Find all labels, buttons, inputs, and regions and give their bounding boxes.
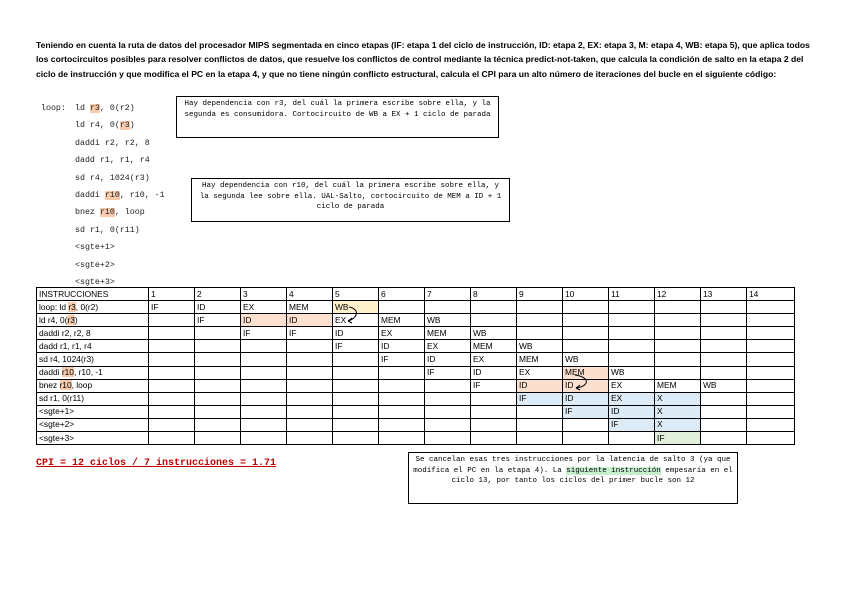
instruction-text: , r10, -1 [73, 367, 103, 378]
stage-cell: MEM [425, 327, 471, 340]
stage-cell [195, 353, 241, 366]
table-row [37, 392, 795, 405]
instruction-register-highlight: r3 [68, 301, 76, 312]
instruction-cell [37, 301, 149, 314]
code-text: , loop [114, 208, 145, 218]
stage-cell: IF [655, 432, 701, 445]
table-row [37, 432, 795, 445]
instruction-text: loop: ld [39, 301, 69, 312]
note3-highlight: siguiente instrucción [566, 466, 661, 475]
stage-cell [609, 301, 655, 314]
stage-cell [563, 301, 609, 314]
instruction-cell [37, 392, 149, 405]
stage-cell [747, 353, 795, 366]
code-line [41, 187, 165, 204]
stage-cell [701, 366, 747, 379]
stage-cell: EX [471, 353, 517, 366]
stage-cell: WB [701, 379, 747, 392]
stage-cell [149, 418, 195, 431]
stage-cell [241, 432, 287, 445]
code-text: daddi [75, 190, 105, 200]
table-row [37, 340, 795, 353]
stage-cell [701, 314, 747, 327]
stage-cell [379, 366, 425, 379]
stage-cell: EX [333, 314, 379, 327]
question-text: Teniendo en cuenta la ruta de datos del procesador MIPS segmentada en cinco etapas (IF: etapa 1 del ciclo de instrucción, ID: etapa 2, EX: etapa 3, M: etapa 4, WB: etapa 5), que aplica todos los cortocircuitos posibles para resolver conflictos de datos, que resuelve los conflictos de control mediante la técnica predict-not-taken, que calcula la condición de salto en la etapa 2 del ciclo de instrucción y que modifica el PC en la etapa 4, y que no tiene ningún conflicto estructural, calcula el CPI para un alto número de iteraciones del bucle en el siguiente código: [36, 40, 810, 79]
code-register-highlight: r3 [119, 121, 130, 131]
stage-cell [517, 314, 563, 327]
stage-cell [747, 379, 795, 392]
code-text: <sgte+2> [75, 260, 115, 270]
stage-cell: ID [241, 314, 287, 327]
stage-cell: MEM [563, 366, 609, 379]
stage-cell [701, 418, 747, 431]
stage-cell [149, 366, 195, 379]
stage-cell [287, 353, 333, 366]
note3-part1: Se cancelan esas tres instrucciones por la latencia de salto 3 (ya que modifica el PC en la etapa 4). La [413, 456, 731, 475]
instruction-register-highlight: r10 [61, 367, 74, 378]
stage-cell [563, 418, 609, 431]
table-row [37, 418, 795, 431]
stage-cell [241, 353, 287, 366]
stage-cell [471, 301, 517, 314]
stage-cell [747, 392, 795, 405]
instruction-text: , 0(r2) [75, 301, 99, 312]
code-line [41, 170, 165, 187]
stage-cell: ID [517, 379, 563, 392]
stage-cell [701, 340, 747, 353]
stage-cell [701, 405, 747, 418]
header-cycle: 7 [425, 288, 471, 301]
stage-cell [195, 432, 241, 445]
pipeline-table [36, 287, 795, 445]
instruction-cell [37, 432, 149, 445]
header-cycle: 14 [747, 288, 795, 301]
stage-cell: EX [425, 340, 471, 353]
stage-cell: IF [195, 314, 241, 327]
stage-cell [241, 392, 287, 405]
stage-cell [471, 405, 517, 418]
header-cycle: 2 [195, 288, 241, 301]
instruction-cell [37, 405, 149, 418]
code-listing [41, 100, 165, 291]
instruction-text: <sgte+3> [39, 432, 75, 443]
instruction-text: <sgte+1> [39, 406, 75, 417]
stage-cell: WB [425, 314, 471, 327]
header-cycle: 11 [609, 288, 655, 301]
stage-cell: ID [195, 301, 241, 314]
table-row [37, 379, 795, 392]
instruction-cell [37, 366, 149, 379]
stage-cell [425, 301, 471, 314]
code-register-highlight: r10 [99, 208, 115, 218]
stage-cell [379, 379, 425, 392]
stage-cell: ID [425, 353, 471, 366]
stage-cell [195, 366, 241, 379]
note-r10-dependency: Hay dependencia con r10, del cuál la primera escribe sobre ella, y la segunda lee sobre ella. UAL-Salto, cortocircuito de MEM a ID + 1 ciclo de parada [191, 178, 510, 222]
stage-cell [655, 353, 701, 366]
stage-cell [241, 379, 287, 392]
stage-cell: IF [333, 340, 379, 353]
stage-cell [609, 432, 655, 445]
stage-cell: ID [379, 340, 425, 353]
code-text: , r10, -1 [119, 190, 165, 200]
stage-cell [379, 432, 425, 445]
code-text: <sgte+1> [75, 243, 115, 253]
stage-cell [287, 432, 333, 445]
stage-cell [471, 432, 517, 445]
instruction-text: dadd r1, r1, r4 [39, 340, 92, 351]
header-instructions: INSTRUCCIONES [37, 288, 149, 301]
code-register-highlight: r3 [89, 104, 100, 113]
instruction-cell [37, 340, 149, 353]
code-text: sd r4, 1024(r3) [75, 173, 150, 183]
stage-cell [471, 314, 517, 327]
stage-cell [149, 379, 195, 392]
instruction-text: daddi [39, 367, 62, 378]
code-text: ld [75, 104, 90, 113]
stage-cell: EX [379, 327, 425, 340]
stage-cell [747, 340, 795, 353]
stage-cell [149, 353, 195, 366]
stage-cell [149, 392, 195, 405]
stage-cell [609, 340, 655, 353]
stage-cell [287, 340, 333, 353]
stage-cell: WB [517, 340, 563, 353]
stage-cell: IF [241, 327, 287, 340]
stage-cell [655, 327, 701, 340]
instruction-text: ld r4, 0( [39, 314, 68, 325]
stage-cell [747, 418, 795, 431]
stage-cell [517, 418, 563, 431]
header-cycle: 9 [517, 288, 563, 301]
stage-cell [333, 405, 379, 418]
note-branch-cancel [408, 452, 738, 504]
stage-cell [287, 366, 333, 379]
stage-cell [333, 379, 379, 392]
stage-cell [563, 327, 609, 340]
code-line [41, 135, 165, 152]
instruction-register-highlight: r10 [59, 380, 72, 391]
code-line [41, 117, 165, 134]
stage-cell: MEM [517, 353, 563, 366]
stage-cell [701, 392, 747, 405]
stage-cell [195, 405, 241, 418]
instruction-register-highlight: r3 [67, 314, 75, 325]
stage-cell [701, 353, 747, 366]
stage-cell: ID [609, 405, 655, 418]
stage-cell [241, 418, 287, 431]
code-text: , 0(r2) [99, 104, 135, 113]
stage-cell: IF [287, 327, 333, 340]
stage-cell [609, 314, 655, 327]
instruction-text: , loop [71, 380, 93, 391]
table-row [37, 353, 795, 366]
note-r3-dependency: Hay dependencia con r3, del cuál la primera escribe sobre ella, y la segunda es consumidora. Cortocircuito de WB a EX + 1 ciclo de parada [176, 96, 499, 138]
stage-cell: ID [563, 392, 609, 405]
stage-cell [747, 432, 795, 445]
code-line [41, 239, 165, 256]
stage-cell [149, 340, 195, 353]
header-cycle: 6 [379, 288, 425, 301]
stage-cell [287, 405, 333, 418]
stage-cell [149, 432, 195, 445]
stage-cell: MEM [287, 301, 333, 314]
stage-cell: EX [517, 366, 563, 379]
stage-cell [241, 340, 287, 353]
stage-cell: IF [379, 353, 425, 366]
instruction-text: sd r1, 0(r11) [39, 393, 84, 404]
stage-cell [563, 432, 609, 445]
code-line [41, 152, 165, 169]
stage-cell: ID [287, 314, 333, 327]
header-cycle: 4 [287, 288, 333, 301]
stage-cell [149, 314, 195, 327]
stage-cell: X [655, 418, 701, 431]
stage-cell [195, 392, 241, 405]
code-line [41, 257, 165, 274]
stage-cell [287, 379, 333, 392]
stage-cell [379, 418, 425, 431]
stage-cell [379, 405, 425, 418]
stage-cell [655, 301, 701, 314]
stage-cell: EX [241, 301, 287, 314]
stage-cell: ID [333, 327, 379, 340]
stage-cell: IF [609, 418, 655, 431]
stage-cell: IF [471, 379, 517, 392]
code-label: loop: [41, 104, 66, 113]
stage-cell: X [655, 392, 701, 405]
stage-cell [149, 327, 195, 340]
code-text: ) [129, 121, 135, 131]
stage-cell [379, 301, 425, 314]
stage-cell [701, 327, 747, 340]
stage-cell [701, 301, 747, 314]
stage-cell [747, 405, 795, 418]
table-row [37, 327, 795, 340]
stage-cell [747, 366, 795, 379]
stage-cell [609, 327, 655, 340]
instruction-cell [37, 379, 149, 392]
stage-cell [747, 314, 795, 327]
header-cycle: 5 [333, 288, 379, 301]
stage-cell: WB [609, 366, 655, 379]
stage-cell [563, 314, 609, 327]
header-cycle: 3 [241, 288, 287, 301]
stage-cell: WB [333, 301, 379, 314]
stage-cell: X [655, 405, 701, 418]
stage-cell [195, 327, 241, 340]
stage-cell [241, 366, 287, 379]
stage-cell [609, 353, 655, 366]
stage-cell [517, 405, 563, 418]
stage-cell [425, 405, 471, 418]
stage-cell: ID [471, 366, 517, 379]
stage-cell [425, 432, 471, 445]
stage-cell [333, 418, 379, 431]
table-row [37, 314, 795, 327]
stage-cell [425, 379, 471, 392]
header-cycle: 12 [655, 288, 701, 301]
code-text: <sgte+3> [75, 277, 115, 287]
code-text: ld r4, 0( [75, 121, 120, 131]
stage-cell: MEM [471, 340, 517, 353]
stage-cell [333, 432, 379, 445]
table-row [37, 366, 795, 379]
stage-cell [425, 418, 471, 431]
stage-cell [517, 432, 563, 445]
instruction-cell [37, 314, 149, 327]
cpi-result: CPI = 12 ciclos / 7 instrucciones = 1.71 [36, 458, 277, 469]
stage-cell [287, 392, 333, 405]
instruction-cell [37, 327, 149, 340]
stage-cell [379, 392, 425, 405]
stage-cell [701, 432, 747, 445]
stage-cell [287, 418, 333, 431]
code-text: dadd r1, r1, r4 [75, 156, 150, 166]
code-text: sd r1, 0(r11) [75, 225, 140, 235]
code-register-highlight: r10 [104, 190, 120, 200]
instruction-text: sd r4, 1024(r3) [39, 354, 94, 365]
stage-cell: IF [563, 405, 609, 418]
stage-cell [471, 418, 517, 431]
stage-cell [195, 418, 241, 431]
stage-cell: WB [563, 353, 609, 366]
instruction-text: ) [74, 314, 78, 325]
stage-cell [333, 392, 379, 405]
code-line [41, 204, 165, 221]
code-text: daddi r2, r2, 8 [75, 138, 150, 148]
instruction-cell [37, 353, 149, 366]
table-row [37, 301, 795, 314]
code-line [41, 100, 165, 117]
header-cycle: 13 [701, 288, 747, 301]
table-header-row [37, 288, 795, 301]
stage-cell: EX [609, 379, 655, 392]
stage-cell [655, 340, 701, 353]
stage-cell: IF [149, 301, 195, 314]
stage-cell: IF [425, 366, 471, 379]
stage-cell [195, 379, 241, 392]
stage-cell: IF [517, 392, 563, 405]
stage-cell: MEM [655, 379, 701, 392]
stage-cell: WB [471, 327, 517, 340]
stage-cell [333, 366, 379, 379]
stage-cell [517, 327, 563, 340]
stage-cell [425, 392, 471, 405]
table-row [37, 405, 795, 418]
header-cycle: 1 [149, 288, 195, 301]
stage-cell [655, 314, 701, 327]
note3-part2: empesaría en el ciclo 13, por tanto los ciclos del primer bucle son 12 [451, 466, 733, 486]
stage-cell [195, 340, 241, 353]
instruction-text: <sgte+2> [39, 419, 75, 430]
instruction-text: bnez [39, 380, 60, 391]
stage-cell [333, 353, 379, 366]
stage-cell [149, 405, 195, 418]
code-line [41, 222, 165, 239]
stage-cell [563, 340, 609, 353]
stage-cell [241, 405, 287, 418]
stage-cell [471, 392, 517, 405]
header-cycle: 10 [563, 288, 609, 301]
stage-cell: MEM [379, 314, 425, 327]
stage-cell [747, 327, 795, 340]
stage-cell: EX [609, 392, 655, 405]
instruction-cell [37, 418, 149, 431]
stage-cell: ID [563, 379, 609, 392]
stage-cell [655, 366, 701, 379]
stage-cell [517, 301, 563, 314]
stage-cell [747, 301, 795, 314]
header-cycle: 8 [471, 288, 517, 301]
instruction-text: daddi r2, r2, 8 [39, 327, 91, 338]
code-text: bnez [75, 208, 100, 218]
